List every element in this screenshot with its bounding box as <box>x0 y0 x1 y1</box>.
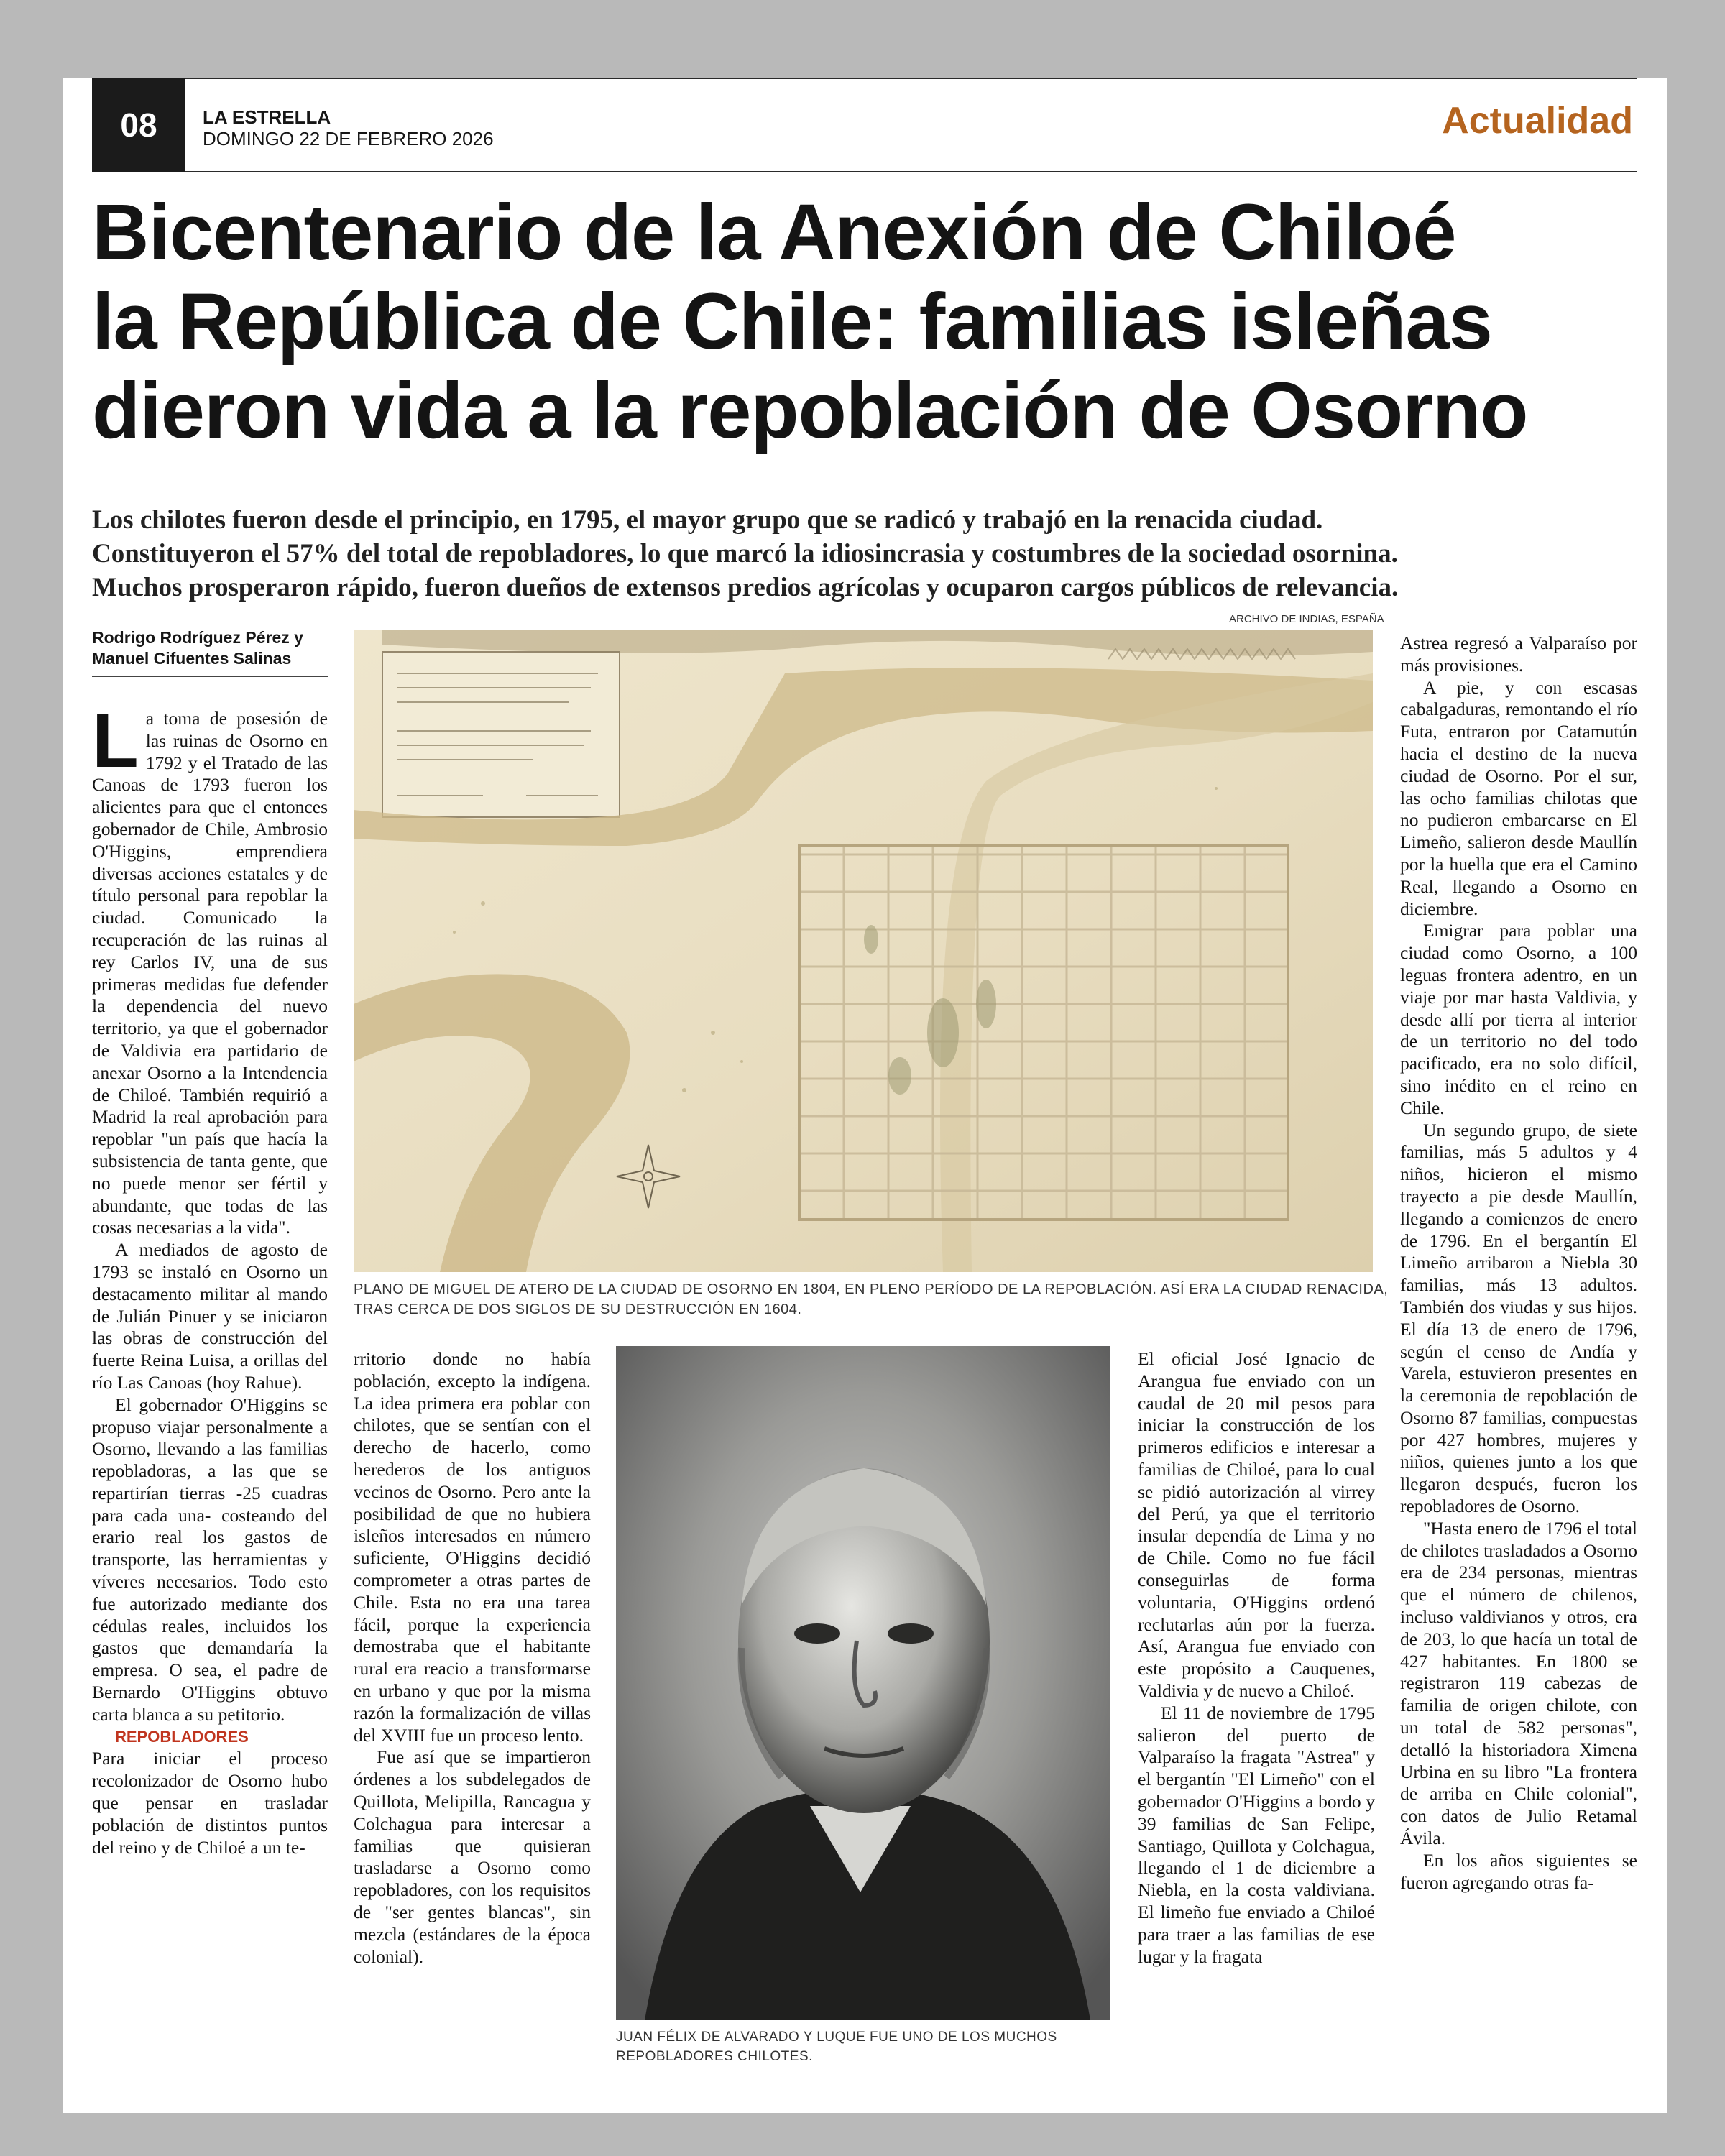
headline-line: dieron vida a la repoblación de Osorno <box>92 367 1528 455</box>
author-line: Rodrigo Rodríguez Pérez y <box>92 628 303 647</box>
paragraph: Fue así que se impartieron órdenes a los subdelegados de Quillota, Melipilla, Rancagua y Colchagua para interesar a familias que quisieran trasladarse a Osorno como repobladores, con los requisitos de "ser gentes blancas", sin mezcla (estándares de la época colonial). <box>354 1746 591 1967</box>
paragraph: El gobernador O'Higgins se propuso viajar personalmente a Osorno, llevando a las familias repobladoras, a las que se repartirían tierras -25 cuadras para cada una- costeando del erario real los gastos de transporte, las herramientas y víveres necesarios. Todo esto fue autorizado mediante dos cédulas reales, incluidos los gastos que demandaría la empresa. O sea, el padre de Bernardo O'Higgins obtuvo carta blanca a su petitorio. <box>92 1393 328 1725</box>
top-rule <box>92 78 1637 79</box>
paragraph: A pie, y con escasas cabalgaduras, remontando el río Futa, entraron por Catamutún hacia el destino de la nueva ciudad de Osorno. Por el sur, las ocho familias chilotas que no pudieron embarcarse en El Limeño, salieron desde Maullín por la huella que era el Camino Real, llegando a Osorno en diciembre. <box>1400 676 1637 919</box>
paragraph: Para iniciar el proceso recolonizador de Osorno hubo que pensar en trasladar población de distintos puntos del reino y de Chiloé a un te- <box>92 1748 328 1858</box>
paragraph: "Hasta enero de 1796 el total de chilotes trasladados a Osorno era de 234 personas, mientras que el número de chilenos, incluso valdivianos y otros, era de 203, lo que hacía un total de 427 habitantes. En 1800 se registraron 119 cabezas de familia de origen chilote, con un total de 582 personas", detalló la historiadora Ximena Urbina en su libro "La frontera de arriba en Chile colonial", con datos de Julio Retamal Ávila. <box>1400 1517 1637 1849</box>
subheading: REPOBLADORES <box>115 1727 249 1746</box>
paragraph: En los años siguientes se fueron agregando otras fa- <box>1400 1849 1637 1893</box>
osorno-1804-map-image <box>354 630 1373 1272</box>
article-column-3 <box>1138 1348 1375 1968</box>
article-column-4 <box>1400 632 1637 1894</box>
paragraph: Astrea regresó a Valparaíso por más provisiones. <box>1400 632 1637 676</box>
dek-line: Los chilotes fueron desde el principio, en 1795, el mayor grupo que se radicó y trabajó en la renacida ciudad. <box>92 505 1323 535</box>
headline <box>92 188 1637 456</box>
page-number: 08 <box>92 78 185 172</box>
headline-line: Bicentenario de la Anexión de Chiloé <box>92 188 1456 277</box>
header-rule <box>185 171 1637 172</box>
author-line: Manuel Cifuentes Salinas <box>92 649 292 668</box>
byline-rule <box>92 676 328 677</box>
issue-date: DOMINGO 22 DE FEBRERO 2026 <box>203 128 494 149</box>
dek-line: Muchos prosperaron rápido, fueron dueños de extensos predios agrícolas y ocuparon cargos públicos de relevancia. <box>92 573 1399 602</box>
article-column-2 <box>354 1348 591 1968</box>
paragraph: El oficial José Ignacio de Arangua fue enviado con un caudal de 20 mil pesos para iniciar la construcción de los primeros edificios e interesar a familias de Chiloé, para lo cual se pidió autorización al virrey del Perú, ya que el territorio insular dependía de Lima y no de Chile. Como no fue fácil conseguirlas de forma voluntaria, O'Higgins ordenó reclutarlas aún por la fuerza. Así, Arangua fue enviado con este propósito a Cauquenes, Valdivia y de nuevo a Chiloé. <box>1138 1348 1375 1701</box>
paragraph: El 11 de noviembre de 1795 salieron del puerto de Valparaíso la fragata "Astrea" y el bergantín "El Limeño" con el gobernador O'Higgins a bordo y 39 familias de San Felipe, Santiago, Quillota y Colchagua, llegando el 1 de diciembre a Niebla, en la costa valdiviana. El limeño fue enviado a Chiloé para traer a las familias de ese lugar y la fragata <box>1138 1702 1375 1967</box>
headline-line: la República de Chile: familias isleñas <box>92 277 1492 366</box>
newspaper-name: LA ESTRELLA <box>203 106 331 128</box>
author-byline <box>92 627 303 669</box>
portrait-caption <box>616 2027 1057 2066</box>
paragraph: La toma de posesión de las ruinas de Osorno en 1792 y el Tratado de las Canoas de 1793 fueron los alicientes para que el entonces gobernador de Chile, Ambrosio O'Higgins, emprendiera diversas acciones estatales y de título personal para repoblar la ciudad. Comunicado la recuperación de las ruinas al rey Carlos IV, una de sus primeras medidas fue defender la dependencia del nuevo territorio, ya que el gobernador de Valdivia era partidario de anexar Osorno a la Intendencia de Chiloé. También requirió a Madrid la real aprobación para repoblar "un país que hacía la subsistencia de tanta gente, que no puede menor ser fértil y abundante, que todas de las cosas necesarias a la vida". <box>92 699 328 1238</box>
section-label: Actualidad <box>1442 100 1633 142</box>
caption-line: TRAS CERCA DE DOS SIGLOS DE SU DESTRUCCIÓN EN 1604. <box>354 1302 802 1317</box>
article-column-1 <box>92 699 328 1858</box>
drop-cap: L <box>92 699 139 783</box>
caption-line: JUAN FÉLIX DE ALVARADO Y LUQUE FUE UNO DE LOS MUCHOS <box>616 2030 1057 2045</box>
paragraph: A mediados de agosto de 1793 se instaló en Osorno un destacamento militar al mando de Julián Pinuer y se iniciaron las obras de construcción del fuerte Reina Luisa, a orillas del río Las Canoas (hoy Rahue). <box>92 1239 328 1393</box>
alvarado-portrait-photo <box>616 1346 1110 2020</box>
caption-line: PLANO DE MIGUEL DE ATERO DE LA CIUDAD DE OSORNO EN 1804, EN PLENO PERÍODO DE LA REPOBLACIÓN. ASÍ ERA LA CIUDAD RENACIDA, <box>354 1281 1389 1297</box>
paragraph: rritorio donde no había población, excepto la indígena. La idea primera era poblar con chilotes, que se sentían con el derecho de hacerlo, como herederos de los antiguos vecinos de Osorno. Pero ante la posibilidad de que no hubiera isleños interesados en número suficiente, O'Higgins decidió comprometer a otras partes de Chile. Esta no era una tarea fácil, porque la experiencia demostraba que el habitante rural era reacio a transformarse en urbano y que por la misma razón la formalización de villas del XVIII fue un proceso lento. <box>354 1348 591 1746</box>
map-photo-credit: ARCHIVO DE INDIAS, ESPAÑA <box>1229 613 1384 625</box>
map-caption <box>354 1279 1388 1319</box>
dek-line: Constituyeron el 57% del total de repobladores, lo que marcó la idiosincrasia y costumbres de la sociedad osornina. <box>92 539 1398 568</box>
caption-line: REPOBLADORES CHILOTES. <box>616 2049 813 2064</box>
lead-summary <box>92 503 1637 604</box>
paragraph: Emigrar para poblar una ciudad como Osorno, a 100 leguas frontera adentro, en un viaje por mar hasta Valdivia, y desde allí por tierra al interior de un territorio no del todo pacificado, era no solo difícil, sino inédito en el reino en Chile. <box>1400 920 1637 1118</box>
paragraph: Un segundo grupo, de siete familias, más 5 adultos y 4 niños, hicieron el mismo trayecto a pie desde Maullín, llegando a comienzos de enero de 1796. En el bergantín El Limeño arribaron a Niebla 30 familias, más 13 adultos. También dos viudas y sus hijos. El día 13 de enero de 1796, según el censo de Andía y Varela, estuvieron presentes en la ceremonia de repoblación de Osorno 87 familias, compuestas por 427 hombres, mujeres y niños, quienes junto a los que llegaron después, fueron los repobladores de Osorno. <box>1400 1119 1637 1517</box>
